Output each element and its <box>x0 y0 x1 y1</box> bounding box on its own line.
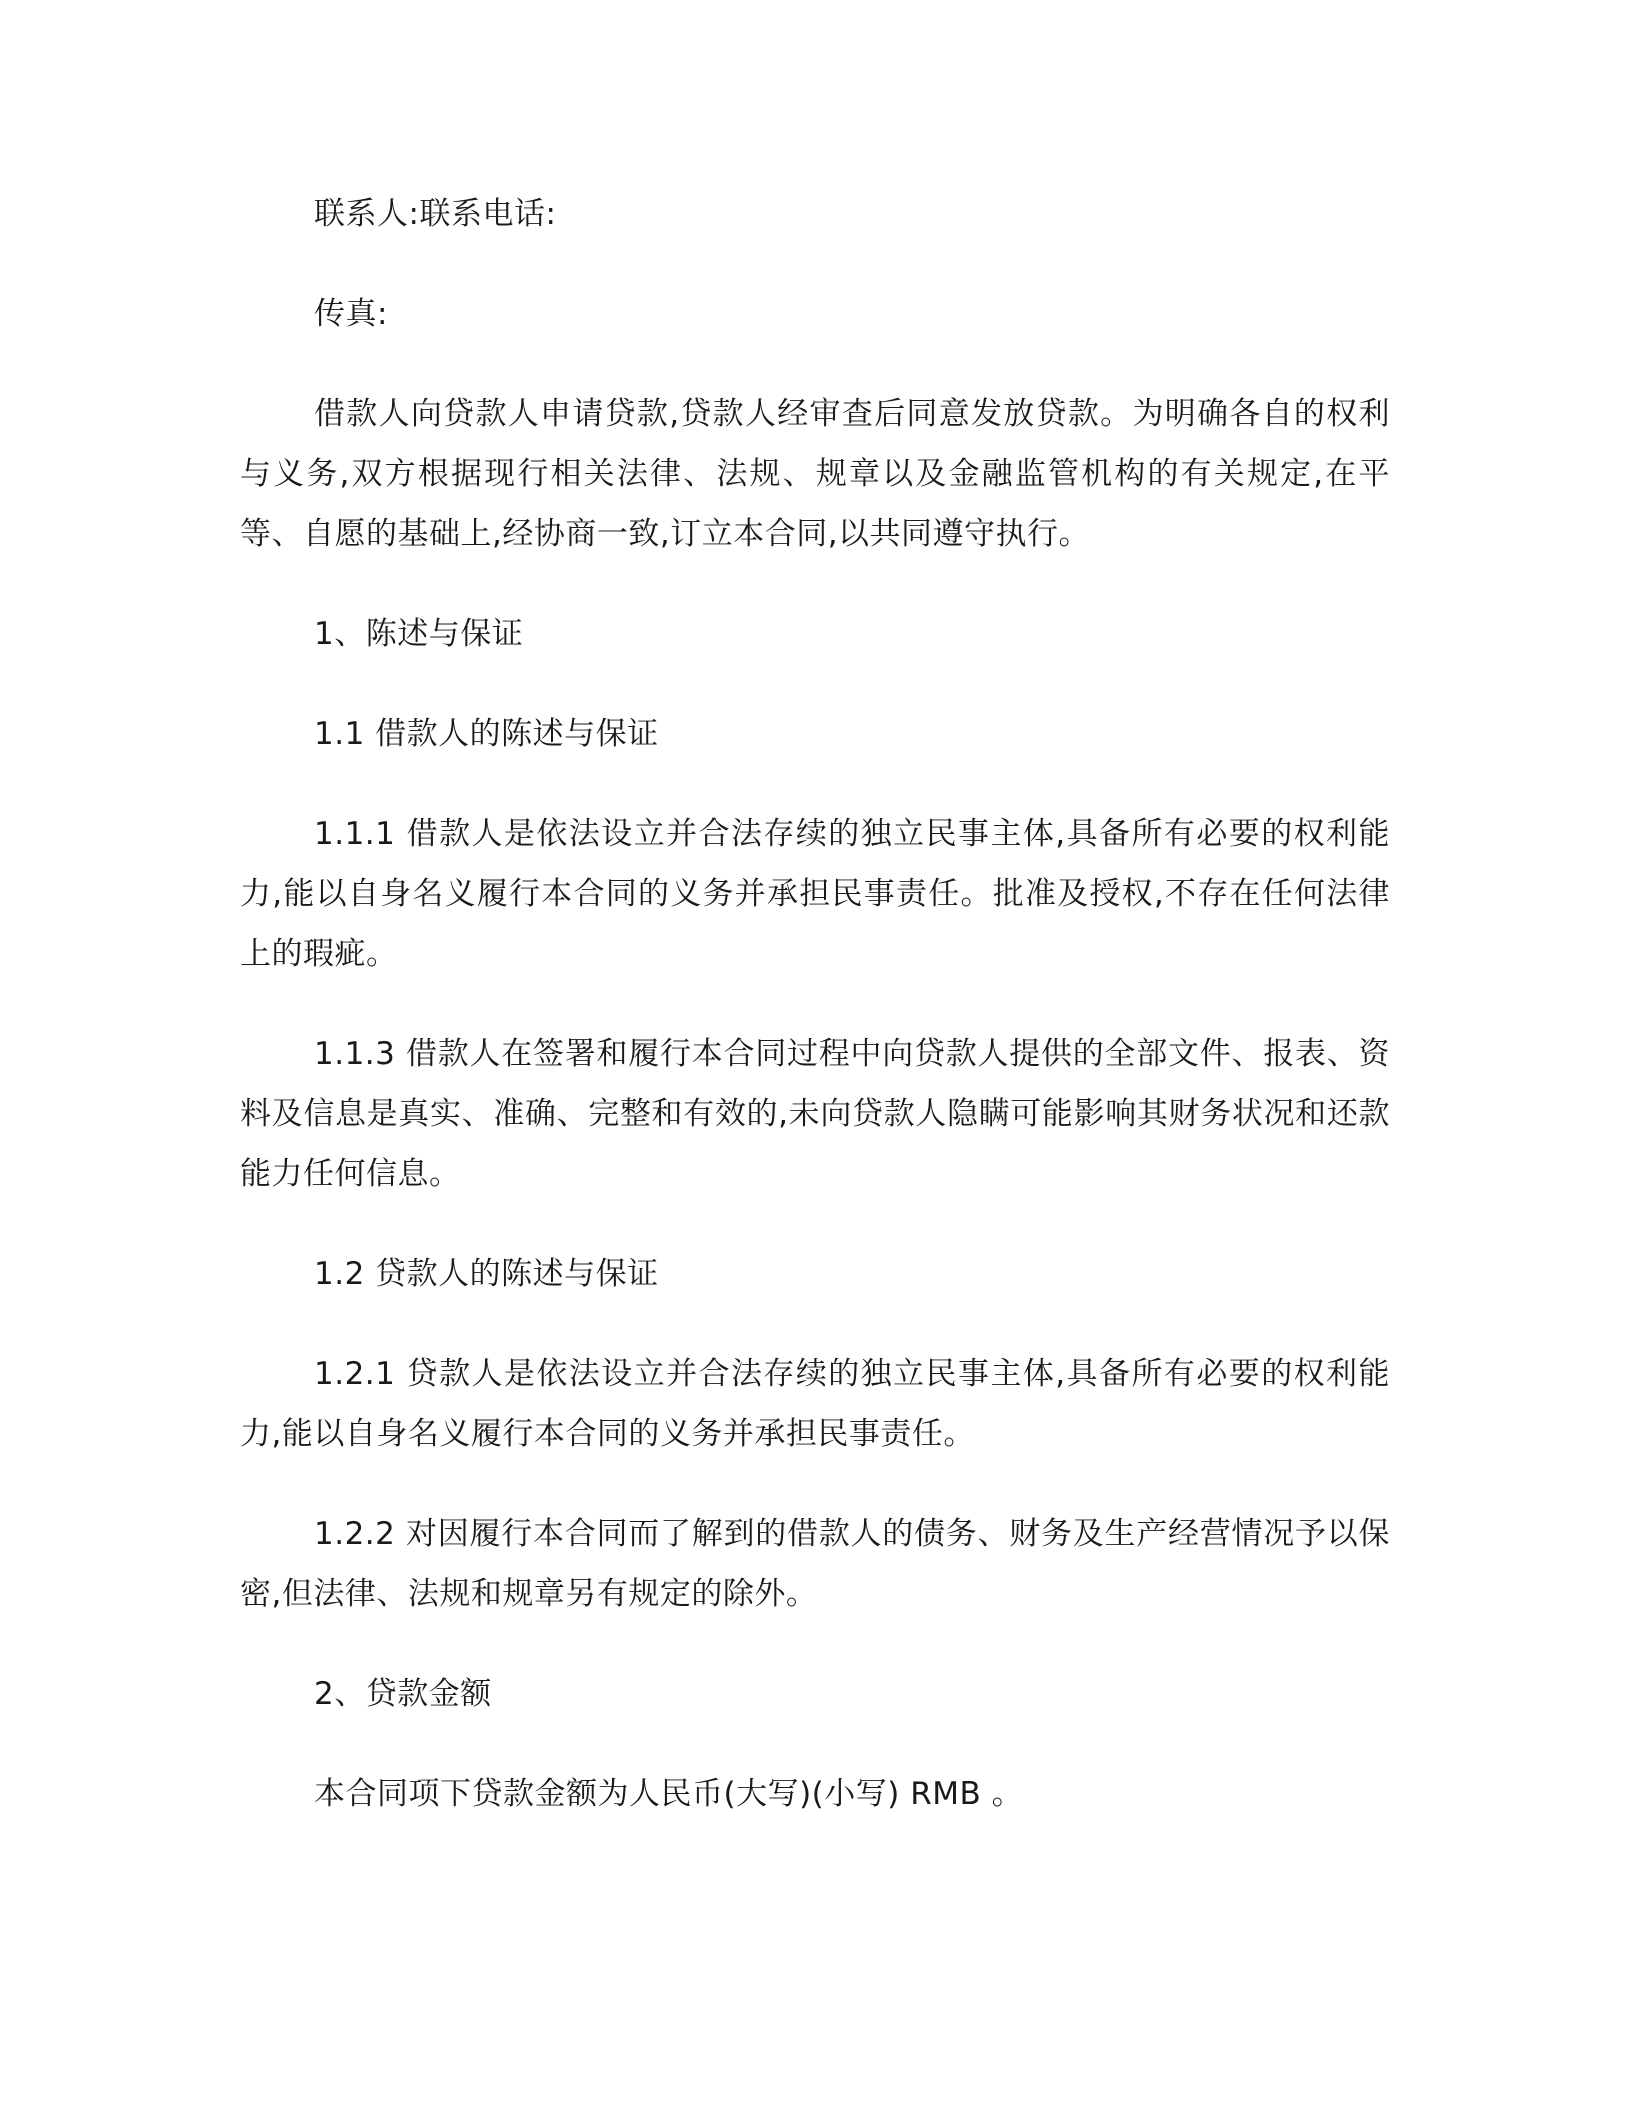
fax-line: 传真: <box>314 296 388 332</box>
loan-amount-paragraph: 本合同项下贷款金额为人民币(大写)(小写) RMB 。 <box>314 1776 1024 1812</box>
section-1-heading: 1、陈述与保证 <box>314 616 524 652</box>
clause-1-2-2: 1.2.2 对因履行本合同而了解到的借款人的债务、财务及生产经营情况予以保密,但法律、法规和规章另有规定的除外。 <box>240 1516 1390 1612</box>
clause-1-2-1: 1.2.1 贷款人是依法设立并合法存续的独立民事主体,具备所有必要的权利能力,能以自身名义履行本合同的义务并承担民事责任。 <box>240 1356 1390 1452</box>
section-1-2-heading: 1.2 贷款人的陈述与保证 <box>314 1256 659 1292</box>
clause-1-1-3: 1.1.3 借款人在签署和履行本合同过程中向贷款人提供的全部文件、报表、资料及信息是真实、准确、完整和有效的,未向贷款人隐瞒可能影响其财务状况和还款能力任何信息。 <box>240 1036 1390 1192</box>
section-1-1-heading: 1.1 借款人的陈述与保证 <box>314 716 659 752</box>
clause-1-1-1: 1.1.1 借款人是依法设立并合法存续的独立民事主体,具备所有必要的权利能力,能以自身名义履行本合同的义务并承担民事责任。批准及授权,不存在任何法律上的瑕疵。 <box>240 816 1390 972</box>
section-2-heading: 2、贷款金额 <box>314 1676 492 1712</box>
contact-line: 联系人:联系电话: <box>314 196 557 232</box>
preamble-paragraph: 借款人向贷款人申请贷款,贷款人经审查后同意发放贷款。为明确各自的权利与义务,双方根据现行相关法律、法规、规章以及金融监管机构的有关规定,在平等、自愿的基础上,经协商一致,订立本合同,以共同遵守执行。 <box>240 396 1390 552</box>
document-page <box>240 184 1390 1864</box>
